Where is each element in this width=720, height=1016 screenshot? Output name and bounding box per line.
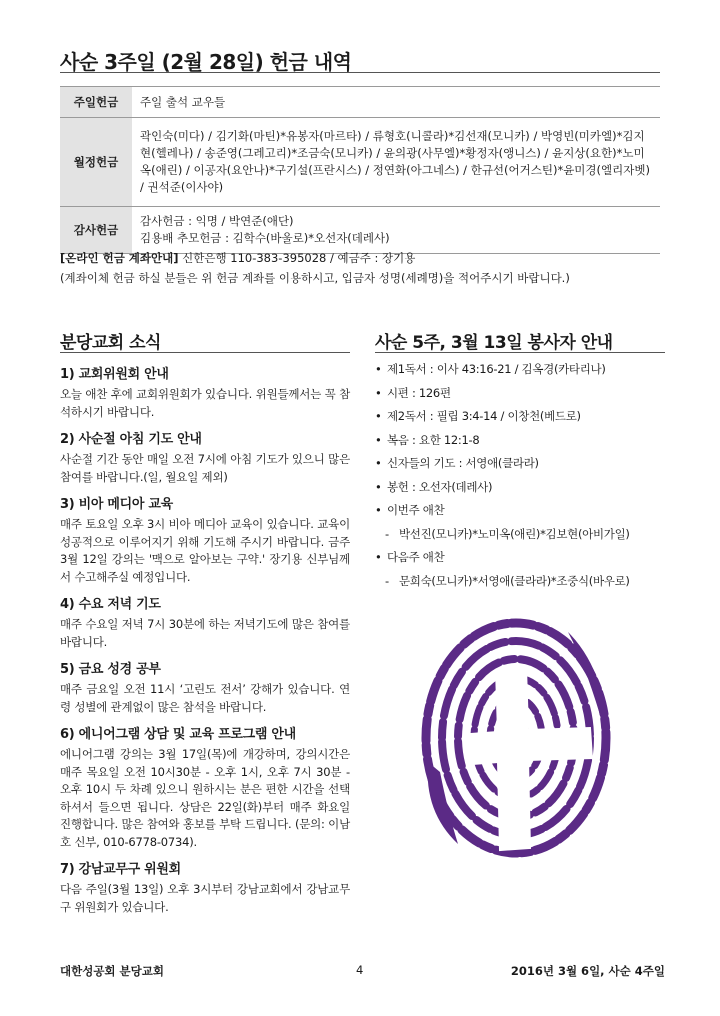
- list-item: [375, 499, 675, 523]
- list-item: [375, 358, 675, 382]
- news-item: [60, 593, 350, 651]
- row-content-line: 주일 출석 교우들: [140, 94, 226, 109]
- list-item: [375, 405, 675, 429]
- row-label: 월정헌금: [60, 118, 132, 207]
- dash-icon: -: [385, 573, 389, 588]
- list-item-text: 박선진(모니카)*노미옥(애린)*김보현(아비가일): [399, 526, 630, 541]
- news-item-heading: 1) 교회위원회 안내: [60, 367, 169, 382]
- bullet-icon: •: [375, 503, 382, 517]
- news-item-heading: 5) 금요 성경 공부: [60, 662, 161, 677]
- row-content-line: 김용배 추모헌금 : 김학수(바울로)*오선자(데레사): [140, 231, 390, 245]
- news-divider: [60, 352, 350, 353]
- account-label: [온라인 헌금 계좌안내]: [60, 251, 179, 265]
- bullet-icon: •: [375, 385, 382, 400]
- news-item-heading: 7) 강남교무구 위원회: [60, 862, 181, 877]
- bullet-icon: •: [375, 409, 382, 423]
- transfer-note: (계좌이체 헌금 하실 분들은 위 헌금 계좌를 이용하시고, 입금자 성명(세례명)을 적어주시기 바랍니다.): [60, 271, 570, 285]
- news-item-heading: 2) 사순절 아침 기도 안내: [60, 432, 202, 447]
- list-item-text: 제1독서 : 이사 43:16-21 / 김옥경(카타리나): [387, 362, 606, 376]
- bullet-icon: •: [375, 479, 382, 494]
- dash-icon: -: [385, 526, 389, 541]
- row-content-line: 감사헌금 : 익명 / 박연준(애단): [140, 214, 294, 228]
- footer-church-name: 대한성공회 분당교회: [60, 964, 164, 978]
- row-content: [132, 207, 660, 254]
- list-item-text: 문희숙(모니카)*서영애(클라라)*조중식(바우로): [399, 573, 630, 588]
- news-item-body: 매주 토요일 오후 3시 비아 메디아 교육이 있습니다. 교육이 성공적으로 이루어지기 위해 기도해 주시기 바랍니다. 금주 3월 12일 강의는 '맥으로 알아보는 구약.' 장기용 신부님께서 수고해주실 예정입니다.: [60, 517, 350, 584]
- row-content: [132, 87, 660, 118]
- bullet-icon: •: [375, 432, 382, 447]
- purple-cross-fingerprint-icon: [418, 612, 618, 860]
- volunteers-title: 사순 5주, 3월 13일 봉사자 안내: [375, 333, 613, 353]
- news-item-heading: 4) 수요 저녁 기도: [60, 597, 161, 612]
- list-item-text: 시편 : 126편: [387, 385, 451, 400]
- news-item: [60, 428, 350, 486]
- news-item-body: 오늘 애찬 후에 교회위원회가 있습니다. 위원들께서는 꼭 참석하시기 바랍니다.: [60, 387, 350, 419]
- row-content-line: 곽인숙(미다) / 김기화(마틴)*유봉자(마르타) / 류형호(니콜라)*김선재(모니카) / 박영빈(미카엘)*김지현(헬레나) / 송준영(그레고리)*조금숙(모니카) / 윤의광(사무엘)*황정자(앵니스) / 윤지상(요한)*노미옥(애린) / 이공자(요안나)*구기설(프란시스) / 정연화(아그네스) / 한규선(어거스틴)*윤미경(엘리자벳) / 권석준(이사야): [140, 129, 650, 194]
- list-item: [375, 570, 675, 594]
- news-item: [60, 363, 350, 421]
- list-item: [375, 429, 675, 453]
- list-item-text: 봉헌 : 오선자(데레사): [387, 479, 493, 494]
- list-item: [375, 546, 675, 570]
- news-item: [60, 658, 350, 716]
- volunteers-divider: [375, 352, 665, 353]
- news-item-heading: 6) 에니어그램 상담 및 교육 프로그램 안내: [60, 727, 296, 742]
- news-list: [60, 356, 350, 916]
- list-item-text: 신자들의 기도 : 서영애(클라라): [387, 456, 539, 470]
- row-label: 주일헌금: [60, 87, 132, 118]
- volunteer-list: [375, 358, 675, 593]
- news-item: [60, 858, 350, 916]
- offering-title: 사순 3주일 (2월 28일) 헌금 내역: [60, 50, 352, 74]
- news-item: [60, 723, 350, 851]
- bullet-icon: •: [375, 550, 382, 564]
- list-item: [375, 382, 675, 406]
- bullet-icon: •: [375, 362, 382, 376]
- footer-date: 2016년 3월 6일, 사순 4주일: [510, 964, 665, 978]
- list-item-text: 제2독서 : 필립 3:4-14 / 이창천(베드로): [387, 409, 581, 423]
- news-item-body: 다음 주일(3월 13일) 오후 3시부터 강남교회에서 강남교무구 위원회가 있습니다.: [60, 882, 350, 914]
- offering-table: [60, 86, 660, 254]
- bullet-icon: •: [375, 456, 382, 470]
- list-item-text: 이번주 애찬: [387, 503, 445, 517]
- news-item-body: 사순절 기간 동안 매일 오전 7시에 아침 기도가 있으니 많은 참여를 바랍니다.(일, 월요일 제외): [60, 452, 350, 484]
- list-item-text: 다음주 애찬: [387, 550, 445, 564]
- row-label: 감사헌금: [60, 207, 132, 254]
- account-text: 신한은행 110-383-395028 / 예금주 : 장기용: [178, 251, 416, 265]
- news-item-body: 에니어그램 강의는 3월 17일(목)에 개강하며, 강의시간은 매주 목요일 오전 10시30분 - 오후 1시, 오후 7시 30분 - 오후 10시 두 차례 있으니 원하시는 분은 편한 시간을 선택하셔서 들으면 됩니다. 상담은 22일(화)부터 매주 화요일 진행합니다. 많은 참여와 홍보를 부탁 드립니다. (문의: 이남호 신부, 010-6778-0734).: [60, 747, 350, 849]
- table-row: [60, 87, 660, 118]
- list-item-text: 복음 : 요한 12:1-8: [387, 432, 480, 447]
- list-item: [375, 452, 675, 476]
- news-item-body: 매주 수요일 저녁 7시 30분에 하는 저녁기도에 많은 참여를 바랍니다.: [60, 617, 350, 649]
- list-item: [375, 476, 675, 500]
- news-title: 분당교회 소식: [60, 333, 161, 353]
- row-content: [132, 118, 660, 207]
- table-row: [60, 118, 660, 207]
- news-item-heading: 3) 비아 메디아 교육: [60, 497, 173, 512]
- list-item: [375, 523, 675, 547]
- online-account-info: [60, 250, 680, 267]
- page-number: 4: [356, 963, 364, 977]
- title-divider: [60, 72, 660, 73]
- table-row: [60, 207, 660, 254]
- news-item: [60, 493, 350, 586]
- news-item-body: 매주 금요일 오전 11시 ‘고린도 전서’ 강해가 있습니다. 연령 성별에 관계없이 많은 참석을 바랍니다.: [60, 682, 350, 714]
